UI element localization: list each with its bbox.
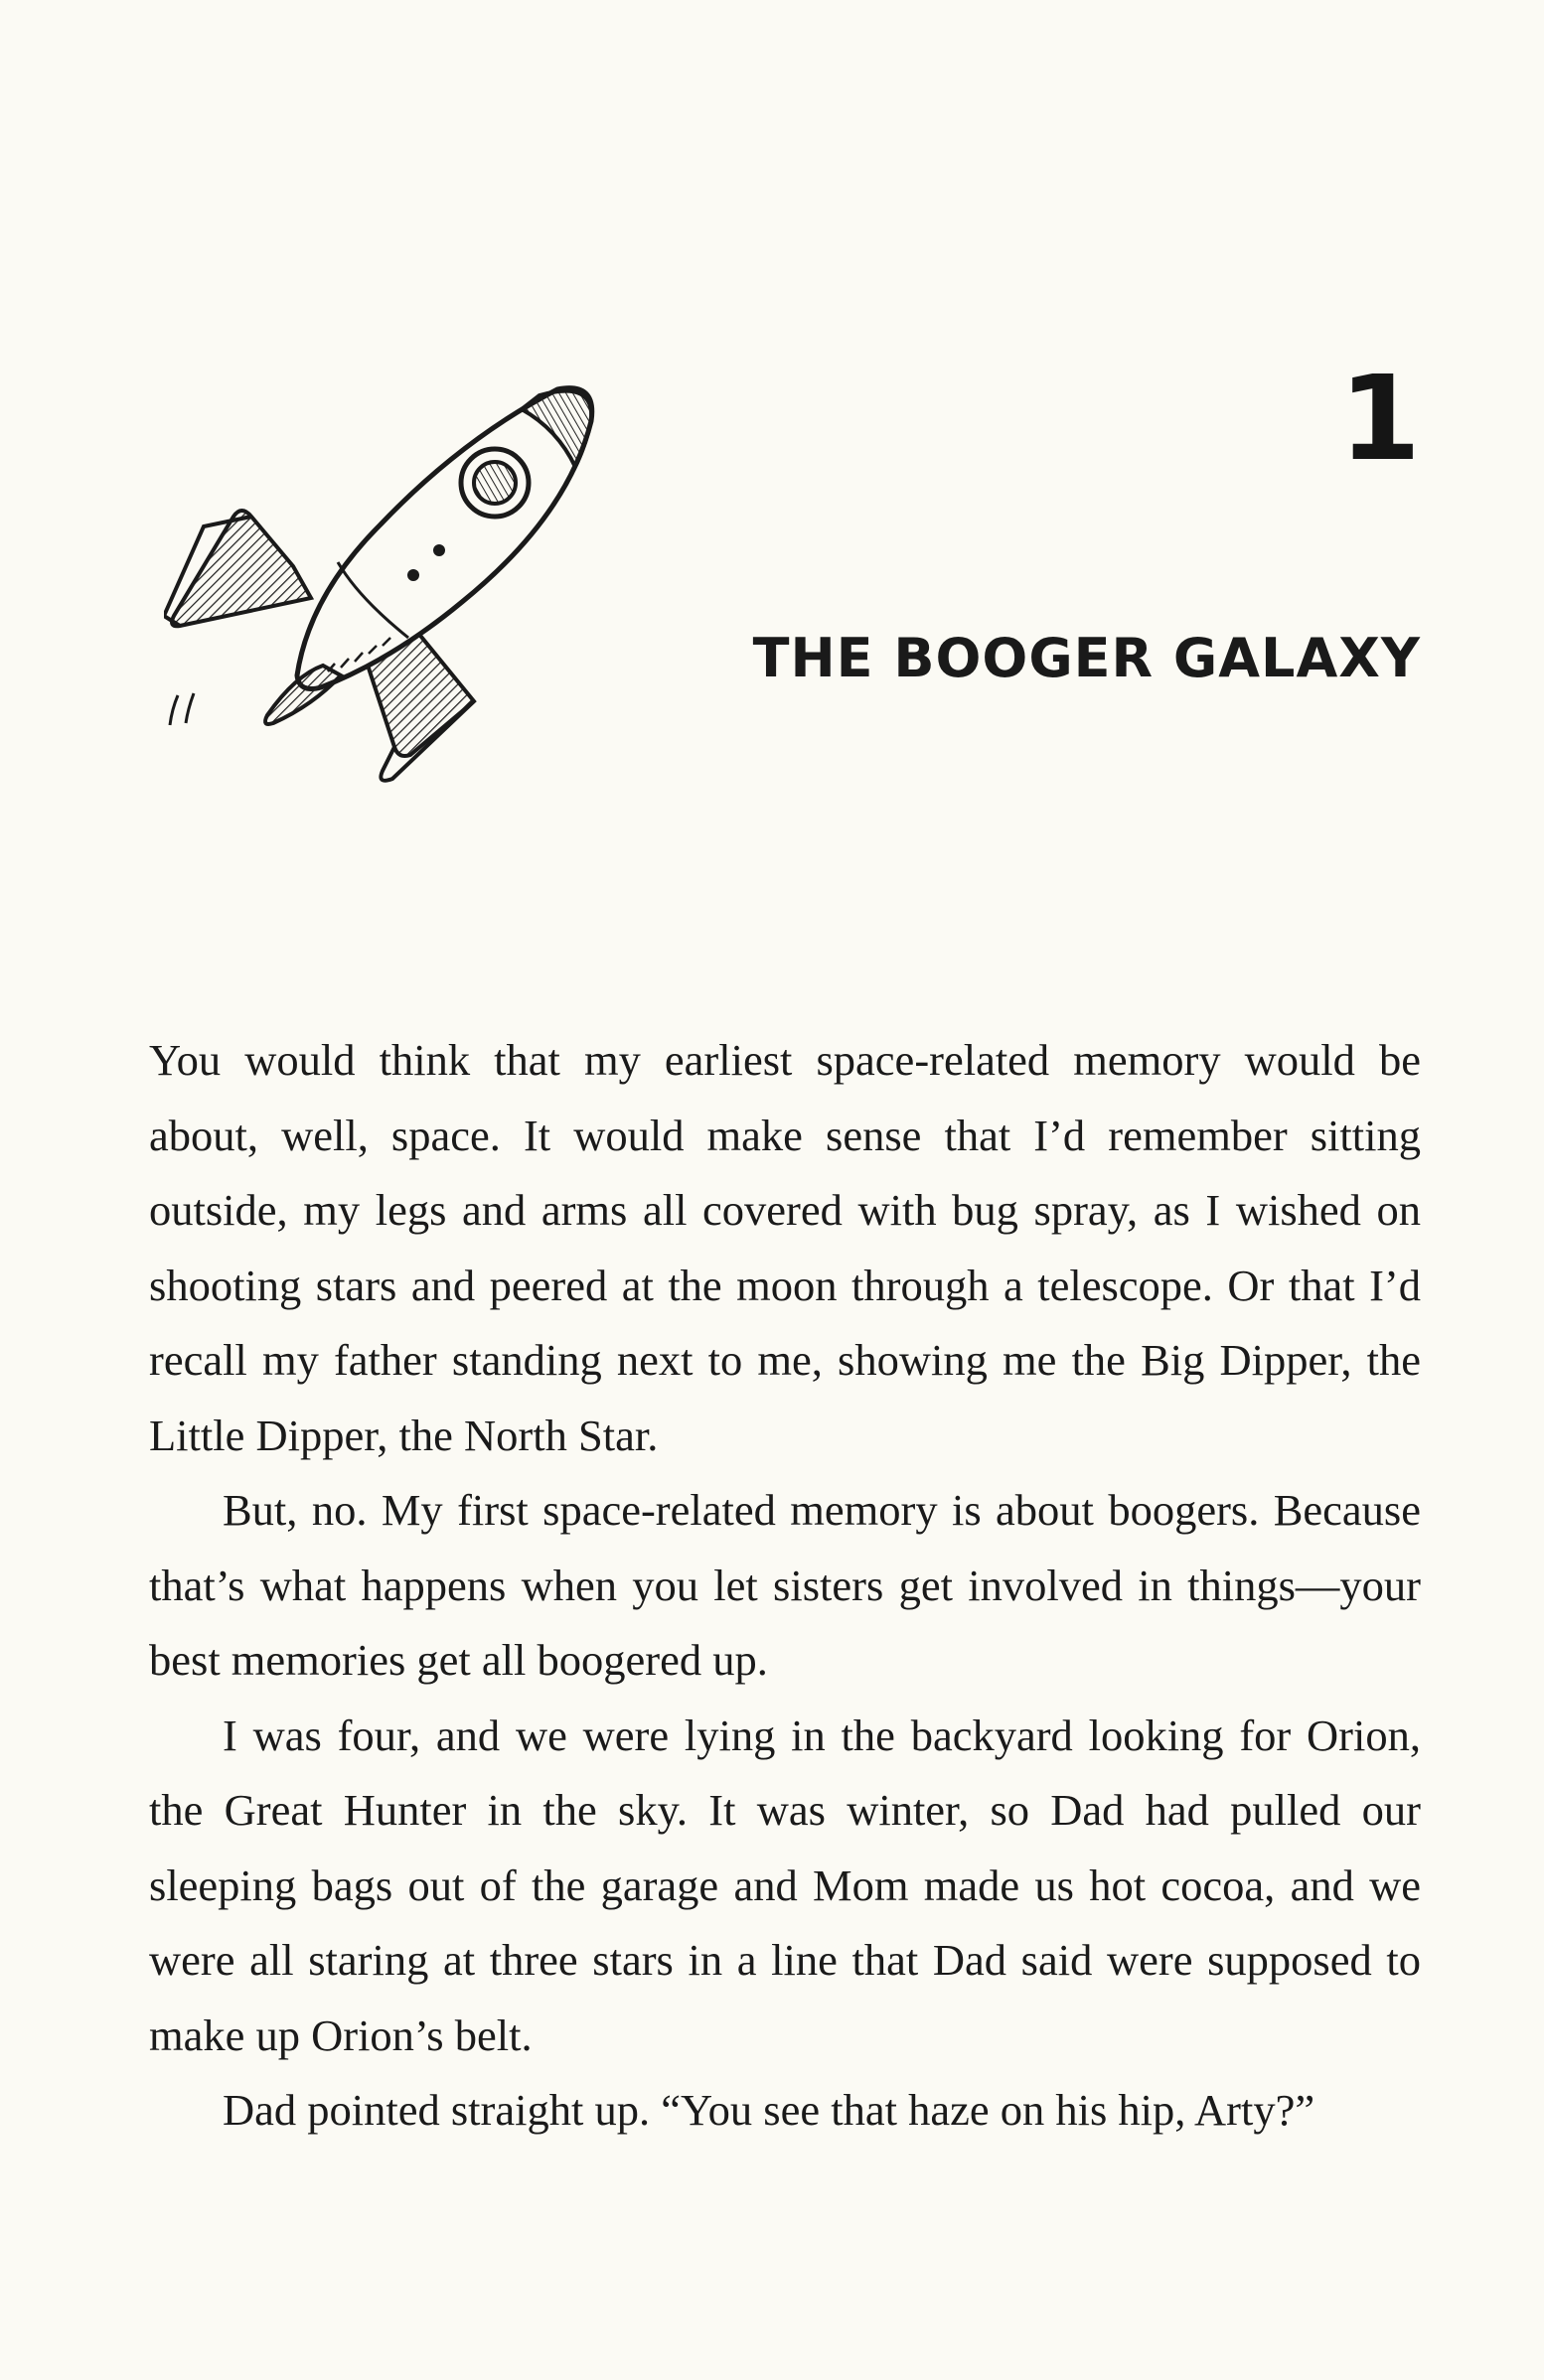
paragraph: But, no. My first space-related memory is about boogers. Because that’s what happens when you let sisters get involved in things—your best memories get all boogered up. [149, 1485, 1421, 1685]
paragraph: Dad pointed straight up. “You see that haze on his hip, Arty?” [223, 2085, 1315, 2135]
chapter-body [149, 1023, 1421, 2149]
paragraph: You would think that my earliest space-related memory would be about, well, space. It would make sense that I’d remember sitting outside, my legs and arms all covered with bug spray, as I wished on shooting stars and peered at the moon through a telescope. Or that I’d recall my father standing next to me, showing me the Big Dipper, the Little Dipper, the North Star. [149, 1035, 1421, 1460]
rocket-icon [164, 377, 631, 805]
chapter-title: THE BOOGER GALAXY [752, 627, 1421, 689]
paragraph: I was four, and we were lying in the backyard looking for Orion, the Great Hunter in the sky. It was winter, so Dad had pulled our sleeping bags out of the garage and Mom made us hot cocoa, and we were all staring at three stars in a line that Dad said were supposed to make up Orion’s belt. [149, 1710, 1421, 2060]
chapter-number: 1 [1338, 350, 1421, 487]
